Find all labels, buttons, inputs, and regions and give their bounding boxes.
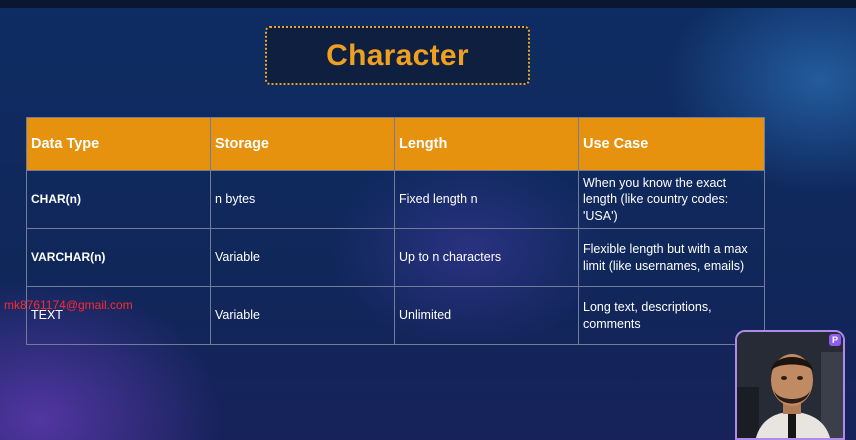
top-bar [0, 0, 856, 8]
header-storage: Storage [211, 118, 395, 171]
header-use-case: Use Case [579, 118, 765, 171]
cell-storage: Variable [211, 229, 395, 287]
title-box [265, 26, 530, 85]
cell-storage: Variable [211, 287, 395, 345]
cell-type: CHAR(n) [27, 171, 211, 229]
slide-title: Character [326, 38, 469, 72]
presenter-figure [737, 332, 845, 440]
cell-use-case: When you know the exact length (like country codes: 'USA') [579, 171, 765, 229]
cell-type: VARCHAR(n) [27, 229, 211, 287]
header-data-type: Data Type [27, 118, 211, 171]
cell-length: Unlimited [395, 287, 579, 345]
table-row [27, 171, 765, 229]
webcam-overlay [735, 330, 845, 440]
data-type-table [26, 117, 765, 345]
cell-use-case: Long text, descriptions, comments [579, 287, 765, 345]
email-watermark: mk8761174@gmail.com [4, 298, 133, 312]
cell-use-case: Flexible length but with a max limit (like usernames, emails) [579, 229, 765, 287]
table-row [27, 287, 765, 345]
header-length: Length [395, 118, 579, 171]
cell-length: Up to n characters [395, 229, 579, 287]
cell-storage: n bytes [211, 171, 395, 229]
cell-length: Fixed length n [395, 171, 579, 229]
table-header-row [27, 118, 765, 171]
cell-type: TEXT [27, 287, 211, 345]
brand-badge-icon: P [829, 334, 841, 346]
table-row [27, 229, 765, 287]
